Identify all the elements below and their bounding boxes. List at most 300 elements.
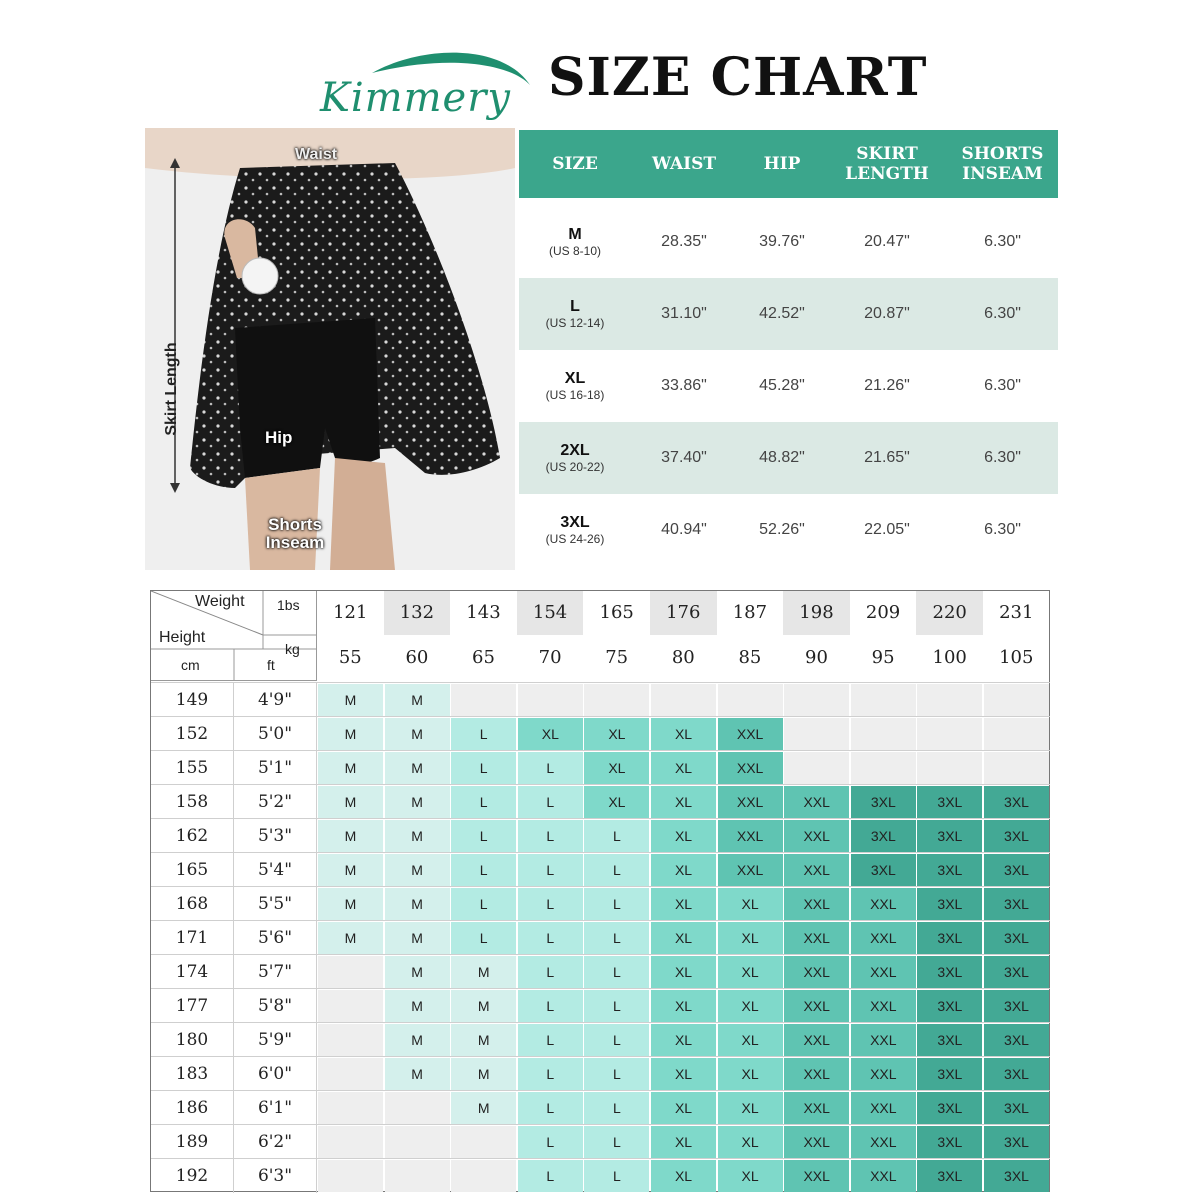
size-cell	[519, 298, 631, 330]
height-ft: 5'9"	[234, 1023, 317, 1057]
measurement-table-body	[519, 206, 1058, 566]
height-cm: 168	[151, 887, 234, 921]
empty-grid-cell	[318, 1058, 383, 1090]
size-recommendation-cell: L	[518, 1126, 583, 1158]
grid-row	[151, 1022, 1050, 1057]
size-recommendation-cell: L	[451, 854, 516, 886]
corner-kg: kg	[285, 641, 300, 657]
lbs-header-cell: 198	[783, 591, 850, 635]
grid-corner	[151, 591, 317, 681]
size-recommendation-cell: L	[518, 854, 583, 886]
height-ft: 6'1"	[234, 1091, 317, 1125]
empty-grid-cell	[851, 684, 916, 716]
empty-grid-cell	[984, 718, 1049, 750]
kg-header-cell: 85	[738, 647, 762, 668]
size-recommendation-cell: XL	[718, 1024, 783, 1056]
skirt-length-value: 20.47"	[864, 233, 910, 250]
product-photo	[145, 128, 515, 570]
size-recommendation-cell: L	[451, 718, 516, 750]
kg-header-cell: 105	[999, 647, 1034, 668]
grid-row	[151, 716, 1050, 751]
size-recommendation-cell: 3XL	[917, 888, 982, 920]
size-recommendation-cell: XXL	[784, 1024, 849, 1056]
height-ft: 5'6"	[234, 921, 317, 955]
size-recommendation-cell: M	[385, 990, 450, 1022]
height-cm: 183	[151, 1057, 234, 1091]
height-ft: 6'2"	[234, 1125, 317, 1159]
size-recommendation-cell: 3XL	[917, 990, 982, 1022]
empty-grid-cell	[385, 1160, 450, 1192]
empty-grid-cell	[518, 684, 583, 716]
height-cm: 162	[151, 819, 234, 853]
size-recommendation-cell: XL	[518, 718, 583, 750]
empty-grid-cell	[651, 684, 716, 716]
size-recommendation-cell: XXL	[851, 922, 916, 954]
hip-value: 42.52"	[759, 305, 805, 322]
empty-grid-cell	[718, 684, 783, 716]
height-ft: 5'4"	[234, 853, 317, 887]
header	[0, 25, 1200, 125]
size-recommendation-cell: XL	[651, 1160, 716, 1192]
size-recommendation-cell: L	[584, 820, 649, 852]
kg-header-cell: 95	[871, 647, 895, 668]
size-recommendation-cell: 3XL	[917, 922, 982, 954]
size-recommendation-cell: XXL	[718, 854, 783, 886]
size-recommendation-cell: L	[584, 854, 649, 886]
size-recommendation-cell: XXL	[851, 956, 916, 988]
grid-row	[151, 954, 1050, 989]
size-recommendation-cell: L	[518, 888, 583, 920]
size-recommendation-cell: 3XL	[851, 786, 916, 818]
size-recommendation-cell: M	[385, 718, 450, 750]
measurement-row	[519, 494, 1058, 566]
size-recommendation-cell: 3XL	[984, 1092, 1049, 1124]
size-recommendation-cell: M	[385, 1058, 450, 1090]
lbs-header-cell: 143	[466, 602, 501, 623]
empty-grid-cell	[584, 684, 649, 716]
size-recommendation-cell: M	[318, 888, 383, 920]
corner-weight: Weight	[195, 593, 245, 610]
empty-grid-cell	[784, 752, 849, 784]
size-recommendation-cell: XXL	[784, 1160, 849, 1192]
size-recommendation-cell: 3XL	[984, 1024, 1049, 1056]
size-recommendation-cell: XXL	[784, 1126, 849, 1158]
size-us: (US 24-26)	[545, 532, 605, 546]
size-recommendation-cell: L	[518, 1058, 583, 1090]
size-recommendation-cell: XL	[651, 1092, 716, 1124]
size-recommendation-cell: 3XL	[984, 990, 1049, 1022]
grid-row	[151, 886, 1050, 921]
size-recommendation-cell: 3XL	[917, 1058, 982, 1090]
size-recommendation-cell: L	[584, 888, 649, 920]
size-recommendation-cell: XL	[718, 888, 783, 920]
size-recommendation-cell: M	[385, 922, 450, 954]
lbs-header-cell: 165	[599, 602, 634, 623]
size-recommendation-cell: 3XL	[984, 820, 1049, 852]
skirt-illustration-icon	[145, 128, 515, 570]
size-recommendation-cell: M	[385, 888, 450, 920]
size-name: 2XL	[560, 442, 590, 459]
size-recommendation-cell: XL	[651, 990, 716, 1022]
size-recommendation-cell: XL	[718, 990, 783, 1022]
size-recommendation-cell: XL	[651, 922, 716, 954]
grid-row	[151, 750, 1050, 785]
empty-grid-cell	[784, 684, 849, 716]
shorts-inseam-label	[255, 516, 335, 552]
skirt-length-label: Skirt Length	[163, 342, 180, 436]
kg-header-row	[317, 636, 1050, 680]
height-cm: 174	[151, 955, 234, 989]
size-recommendation-cell: L	[518, 752, 583, 784]
shorts-inseam-value: 6.30"	[984, 233, 1021, 250]
size-recommendation-cell: L	[584, 1160, 649, 1192]
size-recommendation-cell: M	[385, 786, 450, 818]
header-hip: HIP	[763, 154, 801, 174]
size-recommendation-cell: L	[451, 786, 516, 818]
empty-grid-cell	[318, 1024, 383, 1056]
lbs-header-row	[317, 591, 1050, 635]
height-ft: 4'9"	[234, 683, 317, 717]
size-recommendation-cell: XL	[651, 718, 716, 750]
size-recommendation-cell: L	[518, 1024, 583, 1056]
height-cm: 158	[151, 785, 234, 819]
size-recommendation-cell: 3XL	[917, 956, 982, 988]
corner-cm: cm	[181, 657, 200, 673]
size-recommendation-cell: 3XL	[984, 1126, 1049, 1158]
height-ft: 6'3"	[234, 1159, 317, 1193]
hip-value: 39.76"	[759, 233, 805, 250]
size-recommendation-cell: L	[518, 990, 583, 1022]
header-size: SIZE	[552, 154, 598, 174]
size-recommendation-cell: XXL	[784, 990, 849, 1022]
grid-row	[151, 920, 1050, 955]
grid-row	[151, 682, 1050, 717]
measurement-row	[519, 422, 1058, 494]
size-recommendation-cell: XL	[651, 854, 716, 886]
empty-grid-cell	[385, 1092, 450, 1124]
size-recommendation-cell: 3XL	[917, 1024, 982, 1056]
size-recommendation-cell: 3XL	[984, 888, 1049, 920]
skirt-length-value: 22.05"	[864, 521, 910, 538]
corner-lbs: 1bs	[277, 597, 300, 613]
empty-grid-cell	[318, 1160, 383, 1192]
size-recommendation-cell: XXL	[784, 820, 849, 852]
size-recommendation-cell: XXL	[851, 1058, 916, 1090]
header-waist: WAIST	[651, 154, 717, 174]
size-name: L	[570, 298, 580, 315]
height-ft: 5'0"	[234, 717, 317, 751]
shorts-label-line1: Shorts	[268, 515, 322, 534]
skirt-length-value: 21.65"	[864, 449, 910, 466]
size-recommendation-cell: M	[318, 718, 383, 750]
height-cm: 192	[151, 1159, 234, 1193]
grid-row	[151, 1124, 1050, 1159]
size-us: (US 12-14)	[545, 316, 605, 330]
size-recommendation-cell: L	[518, 922, 583, 954]
weight-height-grid	[150, 590, 1050, 1192]
height-ft: 6'0"	[234, 1057, 317, 1091]
lbs-header-cell: 121	[333, 602, 368, 623]
kg-header-cell: 90	[805, 647, 828, 668]
lbs-header-cell: 231	[999, 602, 1034, 623]
kg-header-cell: 75	[605, 647, 629, 668]
size-recommendation-cell: L	[518, 956, 583, 988]
shorts-inseam-value: 6.30"	[984, 377, 1021, 394]
lbs-header-cell: 154	[517, 591, 584, 635]
grid-row	[151, 852, 1050, 887]
size-recommendation-cell: 3XL	[917, 1126, 982, 1158]
size-name: M	[568, 226, 582, 243]
empty-grid-cell	[917, 684, 982, 716]
size-recommendation-cell: 3XL	[917, 1092, 982, 1124]
size-recommendation-cell: M	[318, 922, 383, 954]
empty-grid-cell	[451, 1126, 516, 1158]
empty-grid-cell	[851, 718, 916, 750]
grid-row	[151, 818, 1050, 853]
height-cm: 171	[151, 921, 234, 955]
height-cm: 189	[151, 1125, 234, 1159]
kg-header-cell: 70	[538, 647, 562, 668]
size-recommendation-cell: M	[318, 786, 383, 818]
size-recommendation-cell: XXL	[851, 1024, 916, 1056]
size-recommendation-cell: XXL	[718, 786, 783, 818]
size-recommendation-cell: L	[584, 1092, 649, 1124]
empty-grid-cell	[318, 1092, 383, 1124]
lbs-header-cell: 187	[732, 602, 768, 623]
height-cm: 177	[151, 989, 234, 1023]
empty-grid-cell	[451, 1160, 516, 1192]
height-cm: 152	[151, 717, 234, 751]
size-recommendation-cell: 3XL	[984, 956, 1049, 988]
size-recommendation-cell: M	[385, 752, 450, 784]
kg-header-cell: 55	[338, 647, 362, 668]
brand-name: Kimmery	[320, 75, 511, 121]
size-name: 3XL	[560, 514, 590, 531]
height-ft: 5'3"	[234, 819, 317, 853]
page-title: SIZE CHART	[548, 47, 928, 108]
size-recommendation-cell: L	[518, 1092, 583, 1124]
height-cm: 186	[151, 1091, 234, 1125]
lbs-header-cell: 209	[865, 602, 901, 623]
size-us: (US 8-10)	[548, 244, 601, 258]
size-recommendation-cell: 3XL	[851, 854, 916, 886]
size-recommendation-cell: L	[451, 888, 516, 920]
size-recommendation-cell: L	[518, 820, 583, 852]
shorts-inseam-value: 6.30"	[984, 521, 1021, 538]
grid-row	[151, 1056, 1050, 1091]
size-recommendation-cell: XL	[651, 752, 716, 784]
size-recommendation-cell: M	[318, 820, 383, 852]
size-recommendation-cell: 3XL	[917, 786, 982, 818]
header-shorts-inseam: SHORTS INSEAM	[961, 144, 1044, 184]
waist-value: 40.94"	[661, 521, 707, 538]
size-recommendation-cell: XXL	[851, 1092, 916, 1124]
kg-header-cell: 80	[671, 647, 695, 668]
size-recommendation-cell: L	[518, 1160, 583, 1192]
size-recommendation-cell: XXL	[784, 956, 849, 988]
size-us: (US 20-22)	[545, 460, 605, 474]
hip-value: 48.82"	[759, 449, 805, 466]
header-skirt-length: SKIRT LENGTH	[845, 144, 929, 184]
kg-header-cell: 100	[932, 647, 967, 668]
size-recommendation-cell: XL	[584, 786, 649, 818]
size-us: (US 16-18)	[545, 388, 605, 402]
size-recommendation-cell: M	[451, 990, 516, 1022]
size-recommendation-cell: XXL	[784, 1058, 849, 1090]
size-recommendation-cell: M	[385, 956, 450, 988]
hip-value: 45.28"	[759, 377, 805, 394]
size-cell	[519, 226, 631, 258]
corner-height: Height	[159, 629, 206, 646]
size-recommendation-cell: L	[518, 786, 583, 818]
size-recommendation-cell: XL	[651, 1126, 716, 1158]
grid-row	[151, 784, 1050, 819]
height-cm: 180	[151, 1023, 234, 1057]
grid-row	[151, 1090, 1050, 1125]
size-recommendation-cell: M	[451, 1024, 516, 1056]
size-recommendation-cell: 3XL	[917, 820, 982, 852]
size-recommendation-cell: XL	[718, 1160, 783, 1192]
waist-value: 33.86"	[661, 377, 707, 394]
empty-grid-cell	[318, 1126, 383, 1158]
size-recommendation-cell: M	[451, 1092, 516, 1124]
empty-grid-cell	[917, 718, 982, 750]
size-recommendation-cell: XXL	[784, 786, 849, 818]
size-recommendation-cell: XXL	[851, 1160, 916, 1192]
hip-label: Hip	[265, 428, 293, 447]
height-ft: 5'5"	[234, 887, 317, 921]
empty-grid-cell	[318, 956, 383, 988]
size-recommendation-cell: 3XL	[984, 1160, 1049, 1192]
size-recommendation-cell: XL	[651, 888, 716, 920]
size-recommendation-cell: XXL	[784, 888, 849, 920]
size-recommendation-cell: L	[451, 820, 516, 852]
size-recommendation-cell: 3XL	[851, 820, 916, 852]
size-recommendation-cell: XL	[584, 752, 649, 784]
empty-grid-cell	[451, 684, 516, 716]
size-recommendation-cell: XL	[718, 1058, 783, 1090]
size-recommendation-cell: 3XL	[917, 854, 982, 886]
empty-grid-cell	[917, 752, 982, 784]
skirt-length-value: 21.26"	[864, 377, 910, 394]
size-recommendation-cell: 3XL	[984, 854, 1049, 886]
size-recommendation-cell: M	[318, 752, 383, 784]
size-recommendation-cell: XL	[584, 718, 649, 750]
size-name: XL	[564, 370, 586, 387]
size-cell	[519, 442, 631, 474]
size-recommendation-cell: 3XL	[984, 922, 1049, 954]
empty-grid-cell	[984, 684, 1049, 716]
measurement-row	[519, 350, 1058, 422]
size-recommendation-cell: XXL	[784, 854, 849, 886]
size-recommendation-cell: XL	[651, 786, 716, 818]
size-recommendation-cell: L	[451, 922, 516, 954]
size-recommendation-cell: L	[584, 990, 649, 1022]
size-recommendation-cell: L	[584, 1126, 649, 1158]
size-recommendation-cell: XXL	[784, 1092, 849, 1124]
size-recommendation-cell: M	[385, 1024, 450, 1056]
height-cm: 165	[151, 853, 234, 887]
empty-grid-cell	[851, 752, 916, 784]
grid-row	[151, 1158, 1050, 1193]
size-recommendation-cell: M	[385, 820, 450, 852]
size-recommendation-cell: M	[318, 684, 383, 716]
shorts-inseam-value: 6.30"	[984, 305, 1021, 322]
measurement-row	[519, 278, 1058, 350]
size-recommendation-cell: M	[385, 854, 450, 886]
height-ft: 5'7"	[234, 955, 317, 989]
size-recommendation-cell: L	[451, 752, 516, 784]
size-recommendation-cell: XXL	[784, 922, 849, 954]
height-ft: 5'8"	[234, 989, 317, 1023]
shorts-inseam-value: 6.30"	[984, 449, 1021, 466]
height-cm: 149	[151, 683, 234, 717]
size-recommendation-cell: XL	[718, 922, 783, 954]
height-ft: 5'1"	[234, 751, 317, 785]
size-recommendation-cell: XL	[651, 1024, 716, 1056]
size-cell	[519, 514, 631, 546]
size-recommendation-cell: XXL	[851, 1126, 916, 1158]
size-recommendation-cell: XXL	[851, 990, 916, 1022]
size-recommendation-cell: XXL	[718, 820, 783, 852]
corner-ft: ft	[267, 657, 275, 673]
lbs-header-cell: 132	[384, 591, 451, 635]
empty-grid-cell	[984, 752, 1049, 784]
size-recommendation-cell: XXL	[851, 888, 916, 920]
waist-label: Waist	[295, 146, 338, 163]
size-recommendation-cell: M	[451, 1058, 516, 1090]
kg-header-cell: 65	[472, 647, 495, 668]
size-recommendation-cell: 3XL	[984, 1058, 1049, 1090]
waist-value: 37.40"	[661, 449, 707, 466]
size-recommendation-cell: L	[584, 1024, 649, 1056]
lbs-header-cell: 176	[650, 591, 717, 635]
size-recommendation-cell: XXL	[718, 718, 783, 750]
waist-value: 28.35"	[661, 233, 707, 250]
kg-header-cell: 60	[405, 647, 429, 668]
empty-grid-cell	[385, 1126, 450, 1158]
shorts-label-line2: Inseam	[265, 533, 325, 552]
size-recommendation-cell: XL	[718, 1126, 783, 1158]
size-recommendation-cell: XL	[718, 956, 783, 988]
empty-grid-cell	[318, 990, 383, 1022]
size-recommendation-cell: XL	[651, 956, 716, 988]
size-recommendation-cell: L	[584, 922, 649, 954]
size-recommendation-cell: L	[584, 956, 649, 988]
size-recommendation-cell: XL	[651, 820, 716, 852]
size-recommendation-cell: M	[385, 684, 450, 716]
size-recommendation-cell: XL	[718, 1092, 783, 1124]
measurement-row	[519, 206, 1058, 278]
lbs-header-cell: 220	[916, 591, 983, 635]
skirt-length-value: 20.87"	[864, 305, 910, 322]
size-recommendation-cell: L	[584, 1058, 649, 1090]
size-recommendation-cell: XXL	[718, 752, 783, 784]
size-recommendation-cell: XL	[651, 1058, 716, 1090]
height-ft: 5'2"	[234, 785, 317, 819]
height-cm: 155	[151, 751, 234, 785]
measurement-table-header	[519, 130, 1058, 198]
brand-logo	[312, 45, 537, 121]
size-cell	[519, 370, 631, 402]
size-recommendation-cell: M	[451, 956, 516, 988]
grid-row	[151, 988, 1050, 1023]
measurement-table	[519, 130, 1058, 566]
waist-value: 31.10"	[661, 305, 707, 322]
size-recommendation-cell: 3XL	[984, 786, 1049, 818]
size-recommendation-cell: M	[318, 854, 383, 886]
size-recommendation-cell: 3XL	[917, 1160, 982, 1192]
